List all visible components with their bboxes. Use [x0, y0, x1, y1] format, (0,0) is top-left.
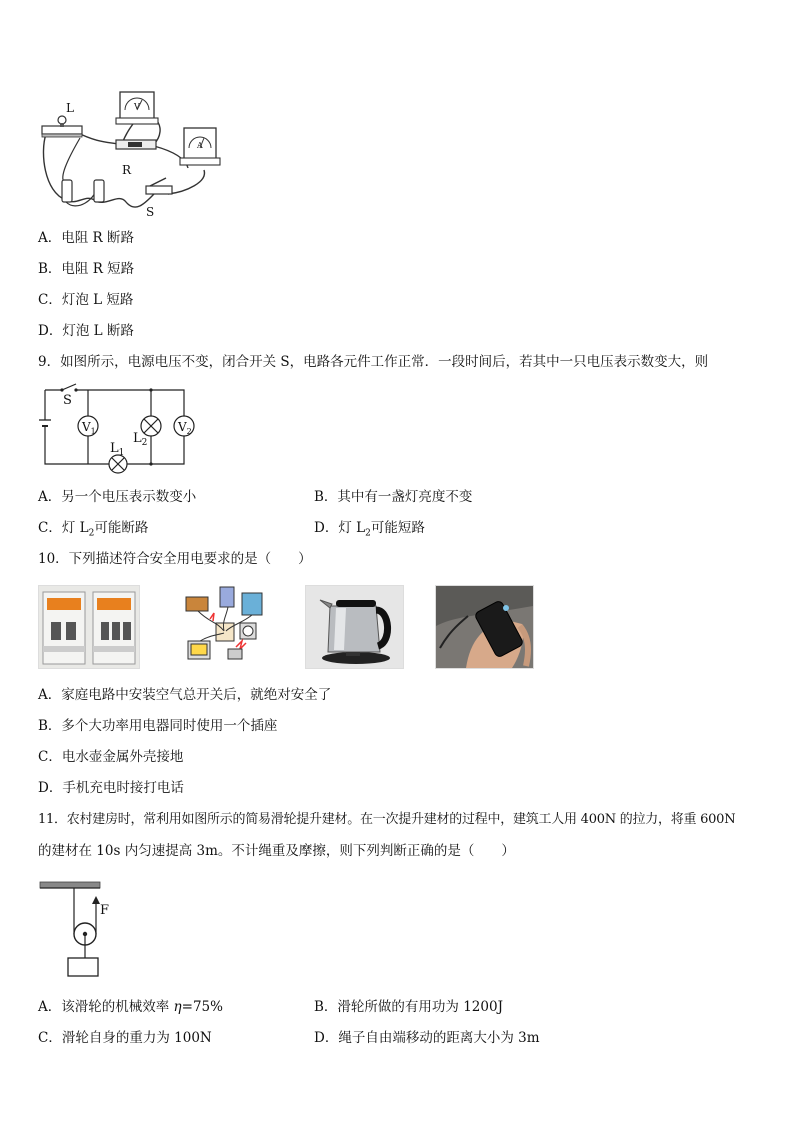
l1-label: $L_1$: [110, 441, 125, 458]
q8-circuit-figure: [36, 82, 226, 222]
q10-option-d: D．手机充电时接打电话: [38, 780, 184, 796]
v1-label: $V_1$: [82, 420, 96, 436]
q11-pulley-diagram: [38, 878, 108, 980]
circuit-breaker-photo: [38, 585, 140, 669]
q11-stem-line1: 11．农村建房时，常利用如图所示的简易滑轮提升建材。在一次提升建材的过程中，建筑工人用 400N 的拉力，将重 600N: [38, 812, 736, 827]
overloaded-socket-illustration: [180, 583, 272, 669]
q9-option-b: B．其中有一盏灯亮度不变: [314, 489, 473, 505]
q9-stem: 9．如图所示，电源电压不变，闭合开关 S，电路各元件工作正常．一段时间后，若其中一只电压表示数变大，则: [38, 354, 709, 370]
q9-circuit-diagram: [38, 380, 208, 472]
q11-option-b: B．滑轮所做的有用功为 1200J: [314, 999, 503, 1015]
q10-option-c: C．电水壶金属外壳接地: [38, 749, 184, 765]
l2-label: $L_2$: [133, 431, 148, 448]
force-label: F: [100, 903, 110, 918]
q8-option-b: B．电阻 R 短路: [38, 261, 135, 277]
q9-option-a: A．另一个电压表示数变小: [38, 489, 197, 505]
q8-option-d: D．灯泡 L 断路: [38, 323, 134, 339]
voltmeter-label: V: [134, 102, 140, 111]
q11-option-a: A．该滑轮的机械效率 η=75%: [38, 999, 223, 1015]
phone-charging-call-photo: [435, 585, 534, 669]
q10-stem: 10．下列描述符合安全用电要求的是（ ）: [38, 551, 312, 567]
q8-option-c: C．灯泡 L 短路: [38, 292, 134, 308]
v2-label: $V_2$: [178, 420, 192, 436]
lamp-label: L: [66, 101, 74, 115]
q10-option-b: B．多个大功率用电器同时使用一个插座: [38, 718, 278, 734]
q10-option-a: A．家庭电路中安装空气总开关后，就绝对安全了: [38, 687, 332, 703]
q8-option-a: A．电阻 R 断路: [38, 230, 134, 246]
q11-stem-line2: 的建材在 10s 内匀速提高 3m。不计绳重及摩擦，则下列判断正确的是（ ）: [38, 843, 515, 859]
q9-option-d: D．灯 $L_2$可能短路: [314, 520, 425, 539]
q11-option-c: C．滑轮自身的重力为 100N: [38, 1030, 212, 1046]
resistor-label: R: [122, 163, 132, 177]
electric-kettle-photo: [305, 585, 404, 669]
switch-label: S: [146, 205, 155, 219]
ammeter-label: A: [197, 141, 203, 150]
q9-switch-label: S: [63, 393, 72, 408]
q11-option-d: D．绳子自由端移动的距离大小为 3m: [314, 1030, 540, 1046]
q9-option-c: C．灯 $L_2$可能断路: [38, 520, 149, 539]
